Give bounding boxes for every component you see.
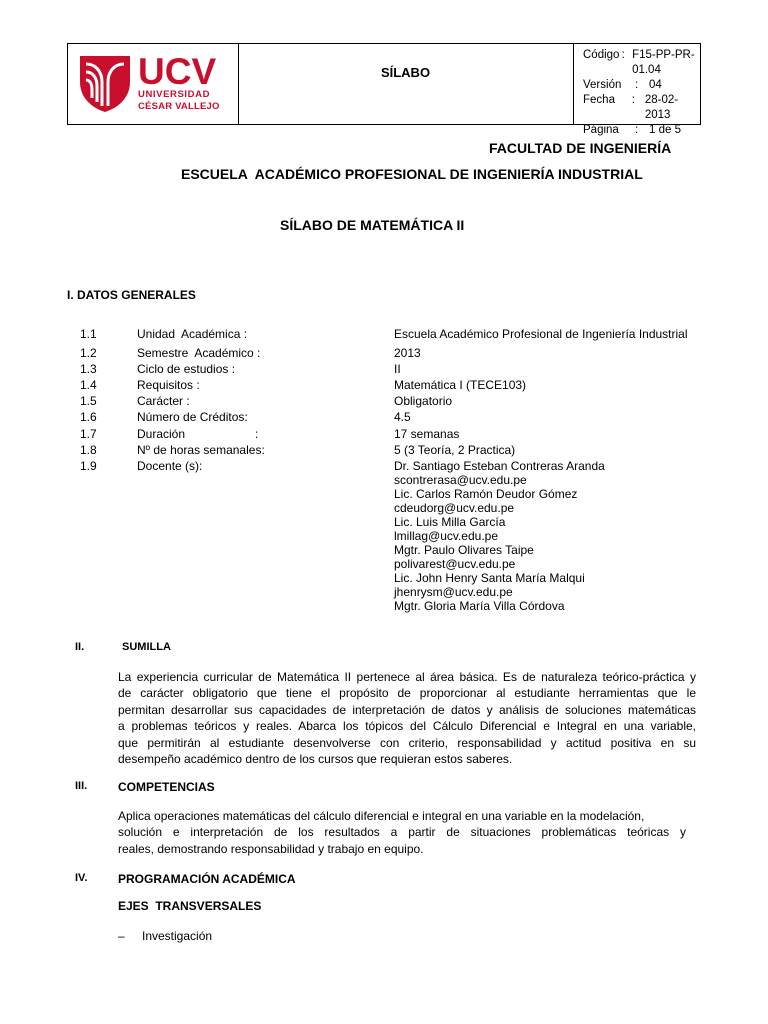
meta-row-page bbox=[583, 123, 700, 138]
section-3-number: III. bbox=[75, 780, 88, 792]
row-num: 1.7 bbox=[80, 427, 97, 441]
syllabus-title: SÍLABO DE MATEMÁTICA II bbox=[280, 217, 465, 233]
header-title: SÍLABO bbox=[380, 65, 431, 80]
teacher-line: Lic. Luis Milla García bbox=[394, 515, 506, 529]
row-num: 1.2 bbox=[80, 346, 97, 360]
row-label: Nº de horas semanales: bbox=[137, 443, 265, 457]
row-label: Carácter : bbox=[137, 394, 190, 408]
paragraph-line: solución e interpretación de los resultados a partir de situaciones problemáticas teóricas y bbox=[118, 825, 686, 840]
meta-value: 1 de 5 bbox=[649, 124, 681, 136]
paragraph-line: de carácter obligatorio que tiene el propósito de proporcionar al estudiante herramientas que le bbox=[118, 686, 696, 701]
meta-row-date bbox=[583, 93, 700, 123]
teacher-line: scontrerasa@ucv.edu.pe bbox=[394, 473, 527, 487]
row-value: Obligatorio bbox=[394, 394, 453, 408]
document-header-table bbox=[67, 43, 701, 136]
meta-value: 04 bbox=[649, 79, 662, 91]
teacher-line: Lic. John Henry Santa María Malqui bbox=[394, 571, 585, 585]
row-label: Número de Créditos: bbox=[137, 410, 248, 424]
row-num: 1.5 bbox=[80, 394, 97, 408]
row-num: 1.3 bbox=[80, 362, 97, 376]
teacher-line: jhenrysm@ucv.edu.pe bbox=[394, 585, 513, 599]
meta-key: Versión bbox=[583, 79, 622, 91]
section-2-title: SUMILLA bbox=[122, 641, 171, 653]
row-value: Matemática I (TECE103) bbox=[394, 378, 527, 392]
logo-line1: UNIVERSIDAD bbox=[138, 89, 211, 100]
row-value: 17 semanas bbox=[394, 427, 460, 441]
section-3-title: COMPETENCIAS bbox=[118, 780, 215, 794]
paragraph-line: que permitirán al estudiante desenvolverse con criterio, responsabilidad y actitud positiva en su bbox=[118, 735, 696, 750]
meta-cell bbox=[573, 44, 700, 136]
meta-sep: : bbox=[621, 49, 625, 61]
teacher-line: Mgtr. Gloria María Villa Córdova bbox=[394, 599, 565, 613]
paragraph-line: La experiencia curricular de Matemática II pertenece al área básica. Es de naturaleza teórico-práctica y bbox=[118, 670, 696, 684]
row-value: Dr. Santiago Esteban Contreras Aranda bbox=[394, 459, 605, 473]
section-4-subtitle: EJES TRANSVERSALES bbox=[118, 899, 262, 913]
meta-sep: : bbox=[631, 94, 635, 106]
paragraph-line: desempeño académico dentro de los cursos que requieran estos saberes. bbox=[118, 752, 513, 767]
meta-row-code bbox=[583, 48, 700, 78]
section-2-number: II. bbox=[75, 641, 85, 653]
title-cell bbox=[238, 44, 574, 124]
bullet-dash: – bbox=[118, 929, 125, 943]
sumilla-paragraph bbox=[118, 669, 696, 767]
meta-key: Código bbox=[583, 49, 620, 61]
teacher-line: Mgtr. Paulo Olivares Taipe bbox=[394, 543, 534, 557]
row-num: 1.1 bbox=[80, 327, 97, 341]
section-1-title: I. DATOS GENERALES bbox=[67, 288, 196, 302]
section-4-title: PROGRAMACIÓN ACADÉMICA bbox=[118, 872, 296, 886]
paragraph-line: a problemas teóricos y reales. Abarca los tópicos del Cálculo Diferencial e Integral en una variable, bbox=[118, 719, 696, 734]
row-label: Semestre Académico : bbox=[137, 346, 261, 360]
ucv-shield-logo-icon bbox=[78, 52, 132, 114]
paragraph-line: permitan desarrollar sus capacidades de interpretación de datos y análisis de soluciones matemáticas bbox=[118, 702, 696, 717]
bullet-item-text: Investigación bbox=[142, 929, 213, 943]
paragraph-line: Aplica operaciones matemáticas del cálculo diferencial e integral en una variable en la modelación, bbox=[118, 809, 645, 823]
row-label: Docente (s): bbox=[137, 459, 203, 473]
meta-row-version bbox=[583, 78, 700, 93]
meta-key: Página bbox=[583, 124, 619, 136]
doc-meta bbox=[583, 48, 700, 138]
section-4-number: IV. bbox=[75, 872, 88, 884]
row-num: 1.9 bbox=[80, 459, 97, 473]
row-value: 4.5 bbox=[394, 410, 411, 424]
logo-cell bbox=[68, 44, 239, 124]
competencias-paragraph bbox=[118, 808, 686, 857]
teacher-line: Lic. Carlos Ramón Deudor Gómez bbox=[394, 487, 578, 501]
row-num: 1.8 bbox=[80, 443, 97, 457]
row-value: 5 (3 Teoría, 2 Practica) bbox=[394, 443, 516, 457]
meta-value: F15-PP-PR-01.04 bbox=[632, 49, 695, 76]
row-label: Requisitos : bbox=[137, 378, 200, 392]
logo-line2: CÉSAR VALLEJO bbox=[138, 101, 220, 112]
row-label-colon: : bbox=[255, 427, 259, 441]
meta-sep: : bbox=[635, 79, 639, 91]
faculty-heading: FACULTAD DE INGENIERÍA bbox=[489, 140, 672, 156]
row-num: 1.6 bbox=[80, 410, 97, 424]
school-heading: ESCUELA ACADÉMICO PROFESIONAL DE INGENIERÍA INDUSTRIAL bbox=[181, 166, 643, 182]
row-label: Duración bbox=[137, 427, 186, 441]
meta-key: Fecha bbox=[583, 94, 615, 106]
row-label: Ciclo de estudios : bbox=[137, 362, 236, 376]
row-value: Escuela Académico Profesional de Ingeniería Industrial bbox=[394, 327, 688, 341]
row-num: 1.4 bbox=[80, 378, 97, 392]
meta-value: 28-02-2013 bbox=[644, 94, 679, 121]
meta-sep: : bbox=[635, 124, 639, 136]
paragraph-line: reales, demostrando responsabilidad y trabajo en equipo. bbox=[118, 841, 424, 856]
logo-brand: UCV bbox=[138, 51, 217, 92]
teacher-line: lmillag@ucv.edu.pe bbox=[394, 529, 499, 543]
row-label: Unidad Académica : bbox=[137, 327, 248, 341]
row-value: 2013 bbox=[394, 346, 421, 360]
teacher-line: polivarest@ucv.edu.pe bbox=[394, 557, 516, 571]
teacher-line: cdeudorg@ucv.edu.pe bbox=[394, 501, 515, 515]
row-value: II bbox=[394, 362, 401, 376]
